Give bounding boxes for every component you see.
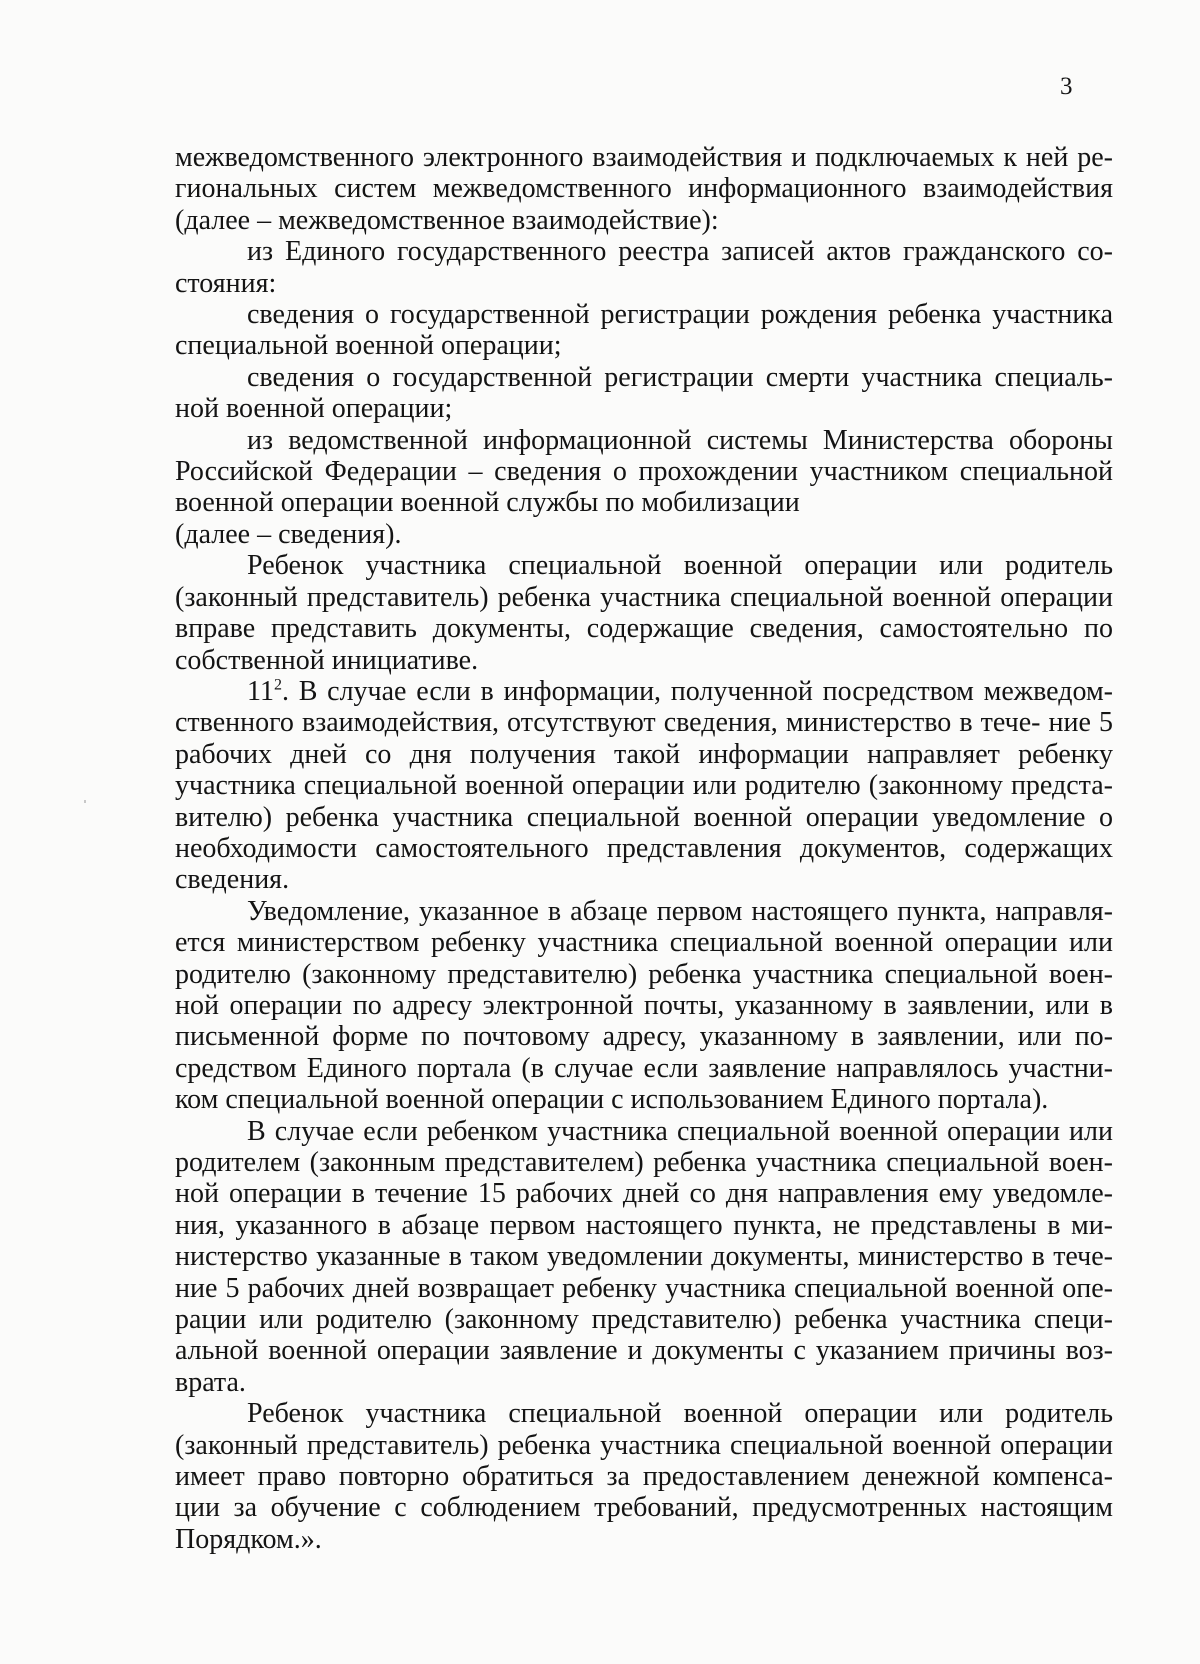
scan-artifact — [84, 800, 86, 803]
paragraph-1: межведомственного электронного взаимодействия и подключаемых к ней ре- гиональных систем межведомственного информационного взаимодействия (далее – межведомственное взаимодействие): — [175, 142, 1113, 236]
paragraph-5: из ведомственной информационной системы Министерства обороны Российской Федерации – сведения о прохождении участником специальной военной операции военной службы по мобилизации — [175, 424, 1113, 519]
paragraph-7: Ребенок участника специальной военной операции или родитель (законный представитель) ребенка участника специальной военной операции вправе представить документы, содержащие сведения, самостоятельно по собственной инициативе. — [175, 550, 1113, 676]
point-number: 11 — [247, 675, 274, 707]
paragraph-9: В случае если ребенком участника специальной военной операции или родителем (законным представителем) ребенка участника специальной воен- ной операции в течение 15 рабочих дней со дня направления ему уведомле- ния, указанного в абзаце первом настоящего пункта, не представлены в ми- нистерство указанные в таком уведомлении документы, министерство в тече- ние 5 рабочих дней возвращает ребенку участника специальной военной опе- рации или родителю (законному представителю) ребенка участника специ- альной военной операции заявление и документы с указанием причины воз- врата. — [175, 1115, 1113, 1398]
paragraph-3: сведения о государственной регистрации рождения ребенка участника специальной военной операции; — [175, 299, 1113, 362]
page-number: 3 — [1060, 73, 1073, 100]
document-body — [175, 142, 1113, 1555]
paragraph-6: (далее – сведения). — [175, 518, 402, 550]
point-superscript: 2 — [273, 676, 282, 694]
paragraph-10: Ребенок участника специальной военной операции или родитель (законный представитель) ребенка участника специальной военной операции имеет право повторно обратиться за предоставлением денежной компенса- ции за обучение с соблюдением требований, предусмотренных настоящим Порядком.». — [175, 1398, 1113, 1555]
paragraph-8: Уведомление, указанное в абзаце первом настоящего пункта, направля- ется министерством ребенку участника специальной военной операции или родителю (законному представителю) ребенка участника специальной воен- ной операции по адресу электронной почты, указанному в заявлении, или в письменной форме по почтовому адресу, указанному в заявлении, или по- средством Единого портала (в случае если заявление направлялось участни- ком специальной военной операции с использованием Единого портала). — [175, 895, 1113, 1116]
point-text: . В случае если в информации, полученной посредством межведом- ственного взаимодействия, отсутствуют сведения, министерство в тече- ние 5 рабочих дней со дня получения такой информации направляет ребенку участника специальной военной операции или родителю (законному предста- вителю) ребенка участника специальной военной операции уведомление о необходимости самостоятельного представления документов, содержащих сведения. — [175, 675, 1113, 896]
paragraph-2: из Единого государственного реестра записей актов гражданского со- стояния: — [175, 236, 1113, 299]
point-11-2 — [175, 676, 1113, 896]
paragraph-4: сведения о государственной регистрации смерти участника специаль- ной военной операции; — [175, 361, 1113, 425]
